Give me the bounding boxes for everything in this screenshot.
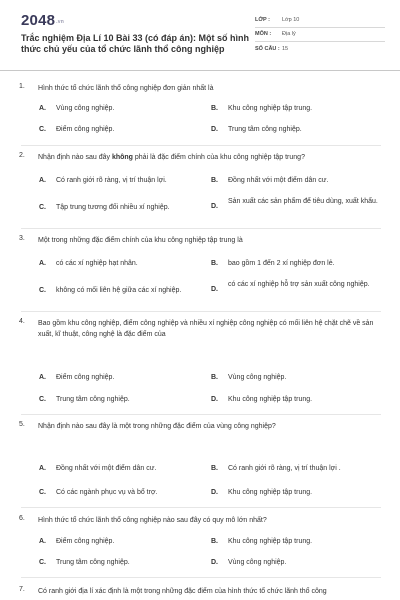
question-text: Hình thức tổ chức lãnh thổ công nghiệp nào sau đây có quy mô lớn nhất? [38, 517, 267, 524]
question-text: Có ranh giới địa lí xác định là một trong những đặc điểm của hình thức tổ chức lãnh thổ công [38, 588, 327, 595]
divider [21, 311, 381, 312]
question-text: Bao gồm khu công nghiệp, điểm công nghiệp và nhiều xí nghiệp công nghiệp có mối liên hệ chặt chẽ về sản xuất, kĩ thuật, công nghệ là đặc điểm của [38, 320, 374, 338]
divider [21, 577, 381, 578]
divider [21, 414, 381, 415]
divider [255, 41, 385, 42]
header-divider [0, 70, 400, 71]
question-text: Hình thức tổ chức lãnh thổ công nghiệp đơn giản nhất là [38, 85, 214, 92]
meta-subject: MÔN : Địa lý [255, 31, 385, 37]
site-logo[interactable]: $2048^{.vn}$ [21, 12, 64, 29]
question-text: Nhận định nào sau đây không phải là đặc điểm chính của khu công nghiệp tập trung? [38, 154, 305, 161]
question-text: Nhận định nào sau đây là một trong những đặc điểm của vùng công nghiệp? [38, 423, 276, 430]
divider [21, 228, 381, 229]
meta-class: LỚP : Lớp 10 [255, 17, 385, 23]
divider [255, 27, 385, 28]
meta-question-count: SỐ CÂU : 15 [255, 46, 289, 52]
page-title: Trắc nghiệm Địa Lí 10 Bài 33 (có đáp án): Một số hình thức chủ yếu của tổ chức lãnh thổ công nghiệp [21, 33, 250, 54]
question-text: Một trong những đặc điểm chính của khu công nghiệp tập trung là [38, 237, 243, 244]
document-header [0, 0, 400, 66]
divider [21, 145, 381, 146]
divider [21, 507, 381, 508]
